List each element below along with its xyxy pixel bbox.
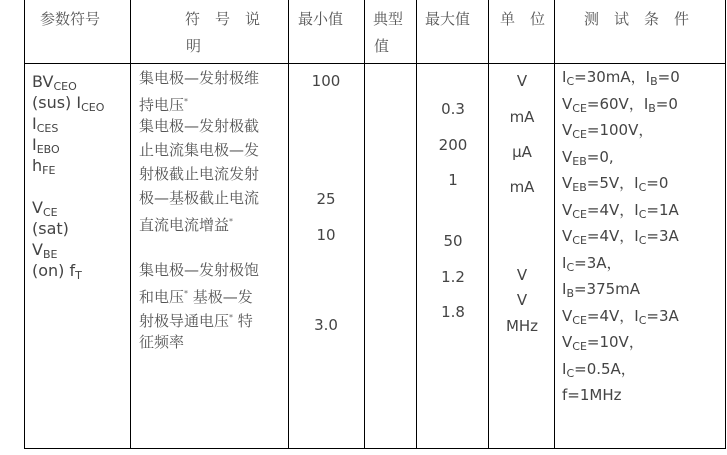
condition-text: =375mA	[573, 280, 641, 298]
max-value: 0.3	[441, 100, 465, 118]
condition-text: V	[562, 121, 573, 139]
description-line	[139, 306, 259, 330]
unit-value: mA	[509, 108, 535, 126]
symbol-text: V	[32, 198, 43, 217]
description-line	[139, 66, 259, 90]
condition-text: =0	[646, 174, 669, 192]
symbol-subscript: T	[75, 269, 82, 282]
condition-subscript: CE	[572, 340, 587, 353]
description-line	[139, 210, 259, 234]
unit-value: V	[516, 266, 528, 284]
description-line	[139, 330, 259, 354]
unit-value: MHz	[505, 317, 539, 335]
condition-text: =4V，I	[586, 306, 639, 325]
condition-line	[562, 331, 680, 358]
condition-text: =3A	[646, 227, 679, 245]
symbol-text: (sus) I	[32, 93, 82, 112]
description-text: 特	[233, 312, 253, 330]
condition-text: I	[562, 68, 567, 86]
condition-text: =3A，	[574, 253, 622, 272]
symbol-text: I	[32, 135, 37, 154]
condition-subscript: C	[566, 75, 575, 88]
condition-subscript: C	[566, 260, 575, 274]
max-value: 50	[443, 232, 463, 250]
symbol-subscript: CEO	[53, 80, 77, 93]
description-line	[139, 234, 259, 258]
condition-text: V	[562, 333, 573, 351]
description-text: 集电极—发射极截	[139, 117, 260, 135]
unit-value: V	[516, 291, 528, 309]
condition-text: =60V，I	[586, 94, 649, 113]
symbol-line	[32, 239, 104, 260]
footnote-mark: *	[184, 289, 189, 298]
condition-text: =5V，I	[586, 174, 639, 192]
symbol-subscript: CES	[36, 122, 59, 135]
description-line	[139, 258, 259, 282]
description-text: 直流电流增益	[139, 216, 230, 234]
description-column	[139, 66, 259, 354]
condition-subscript: C	[638, 313, 647, 327]
condition-line	[562, 93, 680, 120]
min-value: 25	[316, 190, 336, 208]
description-line	[139, 162, 259, 186]
condition-text: =0.5A，	[574, 359, 636, 378]
condition-subscript: CE	[572, 207, 587, 221]
symbol-line	[32, 71, 104, 92]
symbol-subscript: BE	[42, 248, 58, 261]
max-value: 1	[448, 171, 458, 189]
symbol-text: h	[32, 156, 43, 175]
condition-text: V	[562, 306, 573, 325]
description-line	[139, 90, 259, 114]
max-value: 1.2	[441, 268, 465, 286]
condition-text: I	[562, 253, 567, 272]
condition-text: V	[562, 227, 573, 245]
condition-text: V	[562, 94, 573, 113]
header-param: 参数符号	[40, 10, 101, 28]
symbol-text: (sat)	[32, 219, 69, 238]
condition-subscript: CE	[572, 313, 587, 327]
condition-text: f=1MHz	[562, 386, 622, 404]
description-line	[139, 186, 259, 210]
header-max: 最大值	[425, 10, 471, 28]
symbol-line	[32, 260, 104, 281]
header-min: 最小值	[298, 10, 344, 28]
condition-line	[562, 119, 680, 146]
description-line	[139, 138, 259, 162]
description-text: 止电流集电极—发	[139, 141, 260, 159]
header-desc-cont: 明	[186, 37, 202, 55]
min-value: 100	[311, 72, 341, 90]
condition-text: =30mA，I	[574, 68, 651, 86]
symbol-column	[32, 71, 104, 281]
symbol-line	[32, 155, 104, 176]
symbol-line	[32, 92, 104, 113]
condition-line	[562, 146, 680, 173]
condition-line	[562, 199, 680, 226]
condition-line	[562, 305, 680, 332]
condition-subscript: CE	[572, 234, 587, 247]
description-text: 射极截止电流发射	[139, 165, 260, 183]
condition-subscript: B	[648, 101, 656, 115]
symbol-text: (on) f	[32, 261, 76, 280]
condition-text: =0	[657, 68, 680, 86]
condition-subscript: B	[650, 75, 658, 88]
condition-subscript: C	[638, 207, 647, 221]
description-text: 集电极—发射极饱	[139, 261, 260, 279]
description-line	[139, 282, 259, 306]
condition-text: I	[562, 280, 567, 298]
header-desc: 符 号 说	[185, 10, 261, 28]
unit-value: μA	[512, 143, 532, 161]
condition-text: V	[562, 200, 573, 219]
description-text: 基极—发	[188, 288, 253, 306]
col-divider	[488, 0, 489, 448]
footnote-mark: *	[229, 217, 234, 226]
header-cond: 测 试 条 件	[584, 10, 690, 28]
condition-subscript: CE	[572, 128, 587, 141]
min-value: 10	[316, 226, 336, 244]
header-unit: 单 位	[500, 10, 546, 28]
symbol-text: V	[32, 240, 43, 259]
col-divider	[288, 0, 289, 448]
condition-subscript: C	[566, 366, 575, 380]
condition-subscript: EB	[572, 181, 587, 194]
symbol-line	[32, 176, 104, 197]
header-typ-cont: 值	[374, 37, 390, 55]
description-line	[139, 114, 259, 138]
condition-line	[562, 252, 680, 279]
condition-subscript: C	[638, 234, 647, 247]
condition-text: =4V，I	[586, 200, 639, 219]
symbol-line	[32, 197, 104, 218]
unit-value: mA	[509, 178, 535, 196]
conditions-column	[562, 66, 680, 411]
symbol-line	[32, 134, 104, 155]
condition-subscript: EB	[572, 154, 587, 168]
condition-subscript: B	[566, 287, 574, 300]
condition-text: =3A	[646, 306, 679, 325]
description-text: 持电压	[139, 96, 185, 114]
condition-line	[562, 358, 680, 385]
unit-value: V	[516, 72, 528, 90]
col-divider	[554, 0, 555, 448]
condition-text: V	[562, 174, 573, 192]
condition-line	[562, 172, 680, 199]
condition-text: V	[562, 147, 573, 166]
footnote-mark: *	[229, 313, 234, 322]
description-text: 集电极—发射极维	[139, 69, 260, 87]
description-text: 征频率	[139, 333, 185, 351]
condition-subscript: C	[638, 181, 647, 194]
condition-text: =4V，I	[586, 227, 639, 245]
condition-line	[562, 384, 680, 411]
symbol-subscript: CEO	[81, 101, 105, 114]
max-value: 200	[438, 136, 468, 154]
min-value: 3.0	[314, 316, 338, 334]
header-typ: 典型	[373, 10, 404, 28]
condition-text: =10V，	[586, 333, 644, 351]
symbol-subscript: EBO	[36, 143, 60, 156]
condition-line	[562, 225, 680, 252]
description-text: 和电压	[139, 288, 185, 306]
description-text: 射极导通电压	[139, 312, 230, 330]
symbol-line	[32, 218, 104, 239]
symbol-subscript: CE	[42, 206, 58, 219]
condition-line	[562, 278, 680, 305]
description-text: 极—基极截止电流	[139, 189, 260, 207]
symbol-text: I	[32, 114, 37, 133]
condition-subscript: CE	[572, 101, 587, 115]
condition-text: =1A	[646, 200, 679, 219]
condition-text: I	[562, 359, 567, 378]
max-value: 1.8	[441, 303, 465, 321]
symbol-text: BV	[32, 72, 54, 91]
col-divider	[130, 0, 131, 448]
col-divider	[416, 0, 417, 448]
symbol-subscript: FE	[42, 164, 56, 177]
symbol-line	[32, 113, 104, 134]
col-divider	[364, 0, 365, 448]
footnote-mark: *	[184, 97, 189, 106]
condition-line	[562, 66, 680, 93]
condition-text: =0	[655, 94, 678, 113]
condition-text: =100V，	[586, 121, 654, 139]
condition-text: =0,	[586, 147, 614, 166]
